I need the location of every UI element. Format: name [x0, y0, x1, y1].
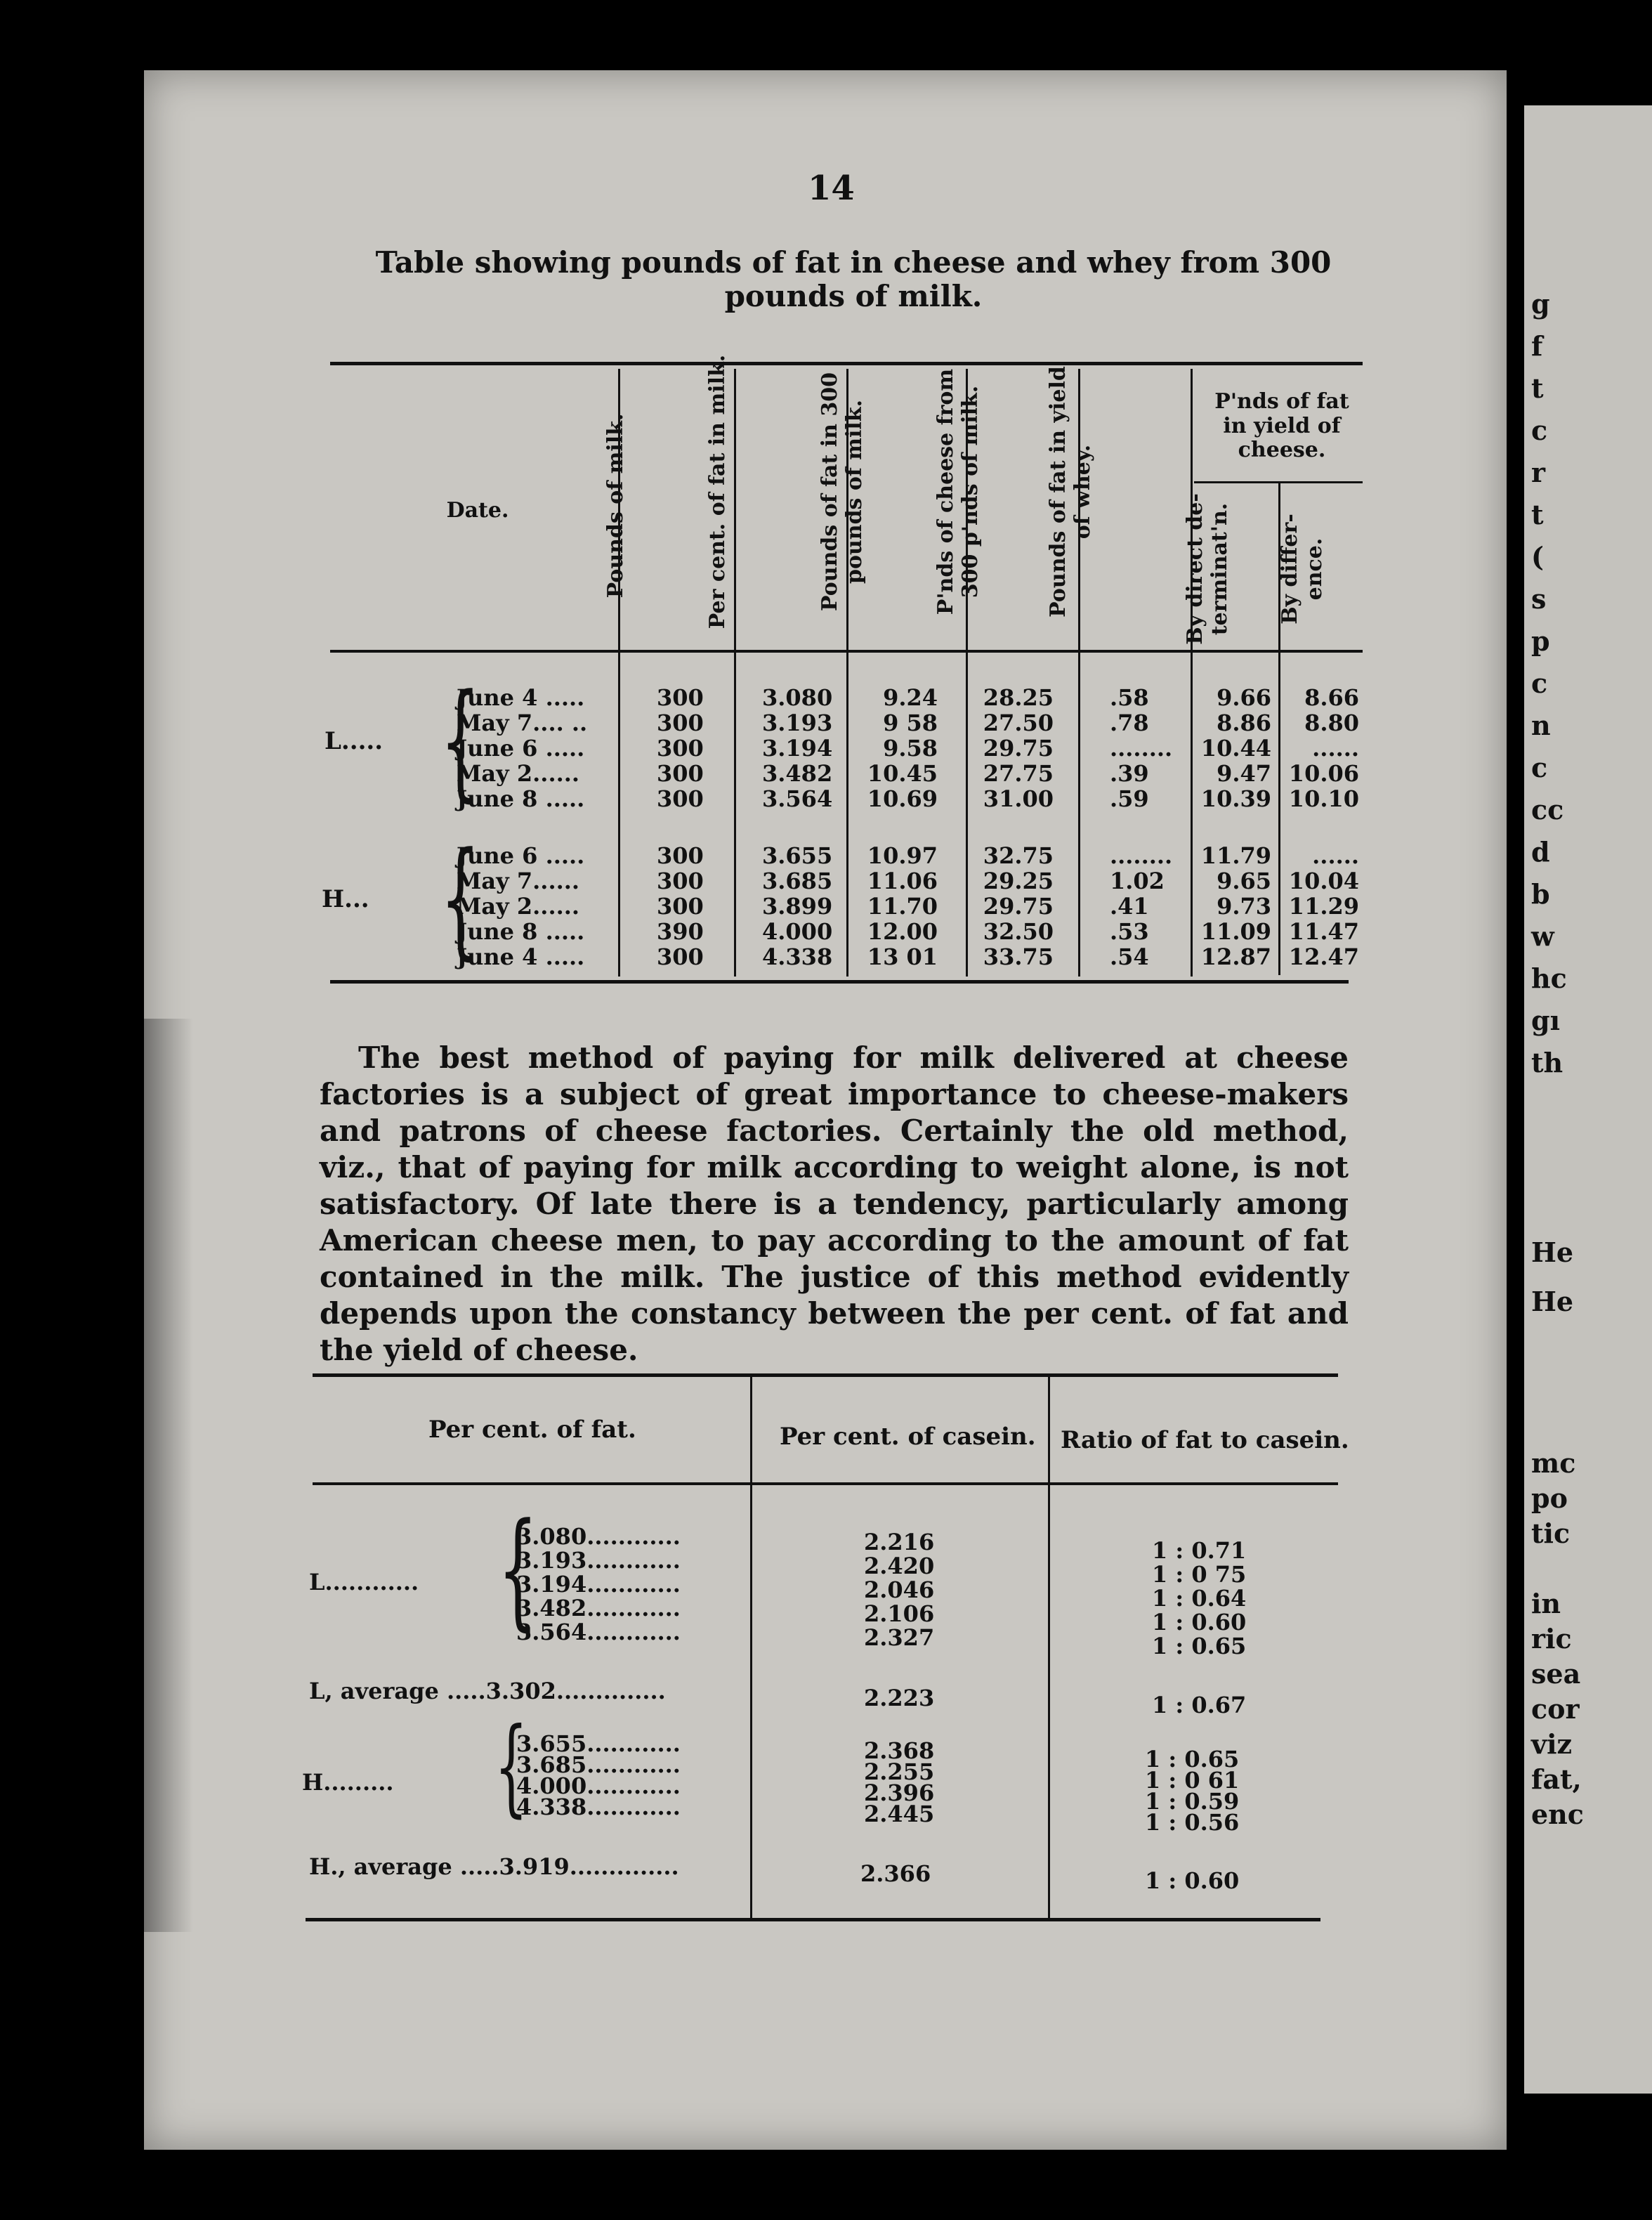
table2-cell: 2.445 — [864, 1801, 935, 1827]
group-label: L..... — [324, 727, 383, 755]
table1-cell: 29.25 — [983, 868, 1054, 894]
table1-cell: 3.564 — [762, 785, 833, 812]
table1-cell: .78 — [1110, 710, 1149, 736]
t2-header-casein: Per cent. of casein. — [780, 1423, 1036, 1451]
adjacent-page-fragment: po — [1531, 1482, 1568, 1514]
body-paragraph — [320, 1040, 1349, 1369]
table2-cell: 4.000............ — [516, 1772, 681, 1799]
table1-cell: 9.24 — [883, 684, 938, 711]
table1-cell: 32.50 — [983, 918, 1054, 945]
table1-cell: 9.73 — [1217, 893, 1271, 920]
header-fat-in-cheese: P'nds of fat in yield of cheese. — [1214, 389, 1349, 462]
table1-cell: 10.69 — [867, 785, 938, 812]
table1-bottom-rule — [330, 980, 1349, 984]
page-edge-shadow — [144, 1019, 193, 1932]
table1-cell: 8.66 — [1304, 684, 1359, 711]
table1-cell: 27.75 — [983, 760, 1054, 787]
table2-cell: 2.327 — [864, 1624, 935, 1651]
adjacent-page-fragment: in — [1531, 1588, 1561, 1619]
table1-cell: .41 — [1110, 893, 1149, 920]
table1-cell: 300 — [657, 893, 704, 920]
table2-cell: 1 : 0.65 — [1152, 1633, 1247, 1659]
table2-cell: 1 : 0.56 — [1145, 1809, 1240, 1836]
table1-cell: 10.10 — [1288, 785, 1359, 812]
adjacent-page-fragment: f — [1531, 330, 1543, 362]
table2-header-rule — [313, 1482, 1338, 1485]
table1-cell: .39 — [1110, 760, 1149, 787]
table1-cell: 4.000 — [762, 918, 833, 945]
table1-cell: 11.29 — [1288, 893, 1359, 920]
adjacent-page-fragment: tic — [1531, 1517, 1571, 1549]
table1-cell: May 2...... — [457, 760, 579, 787]
table1-cell: 3.194 — [762, 735, 833, 762]
table2-cell: 1 : 0.64 — [1152, 1585, 1247, 1612]
table1-cell: June 4 ..... — [457, 944, 585, 970]
adjacent-page-fragment: gı — [1531, 1005, 1561, 1036]
table1-cell: .59 — [1110, 785, 1149, 812]
group-brace: { — [497, 1496, 538, 1643]
group-brace: { — [440, 667, 480, 814]
table1-cell: 10.04 — [1288, 868, 1359, 894]
table1-cell: 4.338 — [762, 944, 833, 970]
adjacent-page-fragment: s — [1531, 583, 1547, 615]
table1-cell: 11.06 — [867, 868, 938, 894]
t2-header-fat: Per cent. of fat. — [428, 1416, 636, 1444]
adjacent-page-fragment: p — [1531, 625, 1550, 657]
table1-cell: 3.655 — [762, 842, 833, 869]
group-label: H... — [322, 885, 369, 913]
table1-cell: 27.50 — [983, 710, 1054, 736]
group-label: L............ — [309, 1569, 419, 1595]
paragraph-text: The best method of paying for milk delivered at cheese factories is a subject of great importance to cheese-makers and patrons of cheese factories. Certainly the old method, viz., that of paying for milk according to weight alone, is not satisfactory. Of late there is a tendency, particularly among American cheese men, to pay according to the amount of fat contained in the milk. The justice of this method evidently depends upon the constancy between the per cent. of fat and the yield of cheese. — [320, 1040, 1349, 1367]
adjacent-page-fragment: w — [1531, 920, 1554, 952]
table1-cell: 300 — [657, 785, 704, 812]
table2-cell: 3.482............ — [516, 1595, 681, 1621]
table2-cell: 1 : 0 75 — [1152, 1561, 1247, 1588]
adjacent-page-fragment: cc — [1531, 794, 1564, 825]
table2-bottom-rule — [306, 1918, 1320, 1921]
table2-cell: 2.368 — [864, 1737, 935, 1764]
table2-cell: 1 : 0.65 — [1145, 1746, 1240, 1772]
table1-cell: 9.66 — [1217, 684, 1271, 711]
table2-col-divider — [1048, 1373, 1050, 1918]
table2-cell: 1 : 0.71 — [1152, 1537, 1247, 1564]
table1-cell: .58 — [1110, 684, 1149, 711]
table1-cell: 11.09 — [1200, 918, 1271, 945]
table1-cell: 10.39 — [1200, 785, 1271, 812]
average-row: 2.366 — [860, 1860, 931, 1887]
table2-cell: 2.046 — [864, 1576, 935, 1603]
header-date: Date. — [446, 498, 509, 523]
table-title: Table showing pounds of fat in cheese and whey from 300 pounds of milk. — [375, 245, 1332, 314]
table1-cell: 29.75 — [983, 893, 1054, 920]
table2-cell: 3.194............ — [516, 1571, 681, 1598]
group-brace: { — [440, 825, 480, 972]
adjacent-page-fragment: He — [1531, 1286, 1574, 1317]
table1-cell: 3.482 — [762, 760, 833, 787]
table1-cell: 12.47 — [1288, 944, 1359, 970]
table1-cell: 9.65 — [1217, 868, 1271, 894]
table2-cell: 3.685............ — [516, 1751, 681, 1778]
adjacent-page-fragment: viz — [1531, 1728, 1573, 1760]
table1-cell: 8.80 — [1304, 710, 1359, 736]
table1-cell: 11.79 — [1200, 842, 1271, 869]
adjacent-page-fragment: sea — [1531, 1658, 1581, 1690]
table2-cell: 2.255 — [864, 1758, 935, 1785]
group-brace: { — [494, 1706, 528, 1828]
table1-cell: 300 — [657, 760, 704, 787]
table2-cell: 2.420 — [864, 1553, 935, 1579]
adjacent-page-fragment: fat, — [1531, 1763, 1582, 1795]
adjacent-page-fragment: b — [1531, 878, 1550, 910]
adjacent-page-fragment: hc — [1531, 962, 1567, 994]
adjacent-page-fragment: c — [1531, 667, 1548, 699]
table2-cell: 2.396 — [864, 1780, 935, 1806]
table1-cell: 300 — [657, 684, 704, 711]
average-row: H., average .....3.919.............. — [309, 1853, 679, 1880]
adjacent-page-fragment: r — [1531, 457, 1546, 488]
adjacent-page-fragment: t — [1531, 372, 1544, 404]
average-row: L, average .....3.302.............. — [309, 1678, 666, 1704]
table1-cell: 10.45 — [867, 760, 938, 787]
adjacent-page-fragment: ( — [1531, 541, 1544, 573]
adjacent-page-fragment: n — [1531, 710, 1551, 741]
header-per-cent-fat: Per cent. of fat in milk. — [705, 354, 730, 629]
adjacent-page-fragment: c — [1531, 752, 1548, 783]
table1-cell: May 7.... .. — [457, 710, 588, 736]
table1-cell: ........ — [1110, 842, 1173, 869]
adjacent-page-fragment: t — [1531, 499, 1544, 530]
adjacent-page-fragment: enc — [1531, 1798, 1584, 1830]
adjacent-page-fragment: g — [1531, 288, 1550, 320]
table1-cell: 1.02 — [1110, 868, 1165, 894]
table1-cell: June 8 ..... — [457, 918, 585, 945]
table1-cell: June 8 ..... — [457, 785, 585, 812]
table1-cell: 32.75 — [983, 842, 1054, 869]
adjacent-page-fragment: ric — [1531, 1623, 1572, 1654]
table1-cell: ...... — [1312, 735, 1359, 762]
table1-cell: 10.44 — [1200, 735, 1271, 762]
header-pounds-fat-300: Pounds of fat in 300 pounds of milk. — [818, 372, 867, 611]
table2-cell: 3.080............ — [516, 1523, 681, 1550]
page-number: 14 — [808, 169, 855, 208]
table1-cell: 11.47 — [1288, 918, 1359, 945]
table2-cell: 4.338............ — [516, 1794, 681, 1820]
average-row: 1 : 0.60 — [1145, 1867, 1240, 1894]
adjacent-page — [1524, 105, 1652, 2094]
table1-cell: June 6 ..... — [457, 842, 585, 869]
header-difference: By differ-ence. — [1278, 514, 1327, 625]
table1-cell: ...... — [1312, 842, 1359, 869]
average-row: 2.223 — [864, 1685, 935, 1711]
table1-col-divider — [1191, 369, 1193, 977]
table2-cell: 1 : 0.59 — [1145, 1788, 1240, 1815]
table1-cell: 28.25 — [983, 684, 1054, 711]
table1-cell: 9.58 — [883, 735, 938, 762]
table2-cell: 1 : 0 61 — [1145, 1767, 1240, 1794]
group-label: H......... — [302, 1769, 394, 1796]
average-row: 1 : 0.67 — [1152, 1692, 1247, 1718]
table1-cell: 11.70 — [867, 893, 938, 920]
t2-header-ratio: Ratio of fat to casein. — [1061, 1426, 1349, 1454]
table1-cell: 300 — [657, 735, 704, 762]
table1-cell: 12.87 — [1200, 944, 1271, 970]
header-pnds-cheese: P'nds of cheese from 300 p'nds of milk. — [933, 368, 983, 615]
table2-top-rule — [313, 1373, 1338, 1377]
table1-cell: .53 — [1110, 918, 1149, 945]
table1-cell: 10.97 — [867, 842, 938, 869]
table1-cell: June 4 ..... — [457, 684, 585, 711]
table1-cell: 9.47 — [1217, 760, 1271, 787]
table1-cell: 29.75 — [983, 735, 1054, 762]
adjacent-page-fragment: d — [1531, 836, 1550, 868]
table1-cell: May 7...... — [457, 868, 579, 894]
table1-cell: 13 01 — [867, 944, 938, 970]
table1-cell: 3.685 — [762, 868, 833, 894]
header-pounds-fat-whey: Pounds of fat in yield of whey. — [1046, 366, 1095, 618]
table1-cell: 300 — [657, 868, 704, 894]
table1-cell: 12.00 — [867, 918, 938, 945]
table1-cell: 3.080 — [762, 684, 833, 711]
adjacent-page-fragment: c — [1531, 414, 1548, 446]
table2-col-divider — [750, 1373, 752, 1918]
table1-cell: 8.86 — [1217, 710, 1271, 736]
adjacent-page-fragment: th — [1531, 1047, 1563, 1078]
table1-cell: 390 — [657, 918, 704, 945]
table1-cell: 9 58 — [883, 710, 938, 736]
table1-cell: 300 — [657, 944, 704, 970]
table1-cell: 300 — [657, 842, 704, 869]
table2-cell: 2.216 — [864, 1529, 935, 1555]
table1-cell: .54 — [1110, 944, 1149, 970]
table2-cell: 3.655............ — [516, 1730, 681, 1757]
table2-cell: 3.564............ — [516, 1619, 681, 1645]
table1-cell: 33.75 — [983, 944, 1054, 970]
table1-cell: 31.00 — [983, 785, 1054, 812]
table1-cell: June 6 ..... — [457, 735, 585, 762]
table1-cell: 10.06 — [1288, 760, 1359, 787]
table1-cell: May 2...... — [457, 893, 579, 920]
adjacent-page-fragment: cor — [1531, 1693, 1580, 1725]
header-pounds-milk: Pounds of milk. — [603, 413, 628, 599]
header-direct: By direct de-terminat'n. — [1183, 493, 1232, 645]
adjacent-page-fragment: He — [1531, 1236, 1574, 1268]
table2-cell: 1 : 0.60 — [1152, 1609, 1247, 1635]
adjacent-page-fragment: mc — [1531, 1447, 1576, 1479]
table1-cell: 3.193 — [762, 710, 833, 736]
table1-cell: 300 — [657, 710, 704, 736]
table2-cell: 2.106 — [864, 1600, 935, 1627]
table1-cell: 3.899 — [762, 893, 833, 920]
table2-cell: 3.193............ — [516, 1547, 681, 1574]
table1-cell: ........ — [1110, 735, 1173, 762]
